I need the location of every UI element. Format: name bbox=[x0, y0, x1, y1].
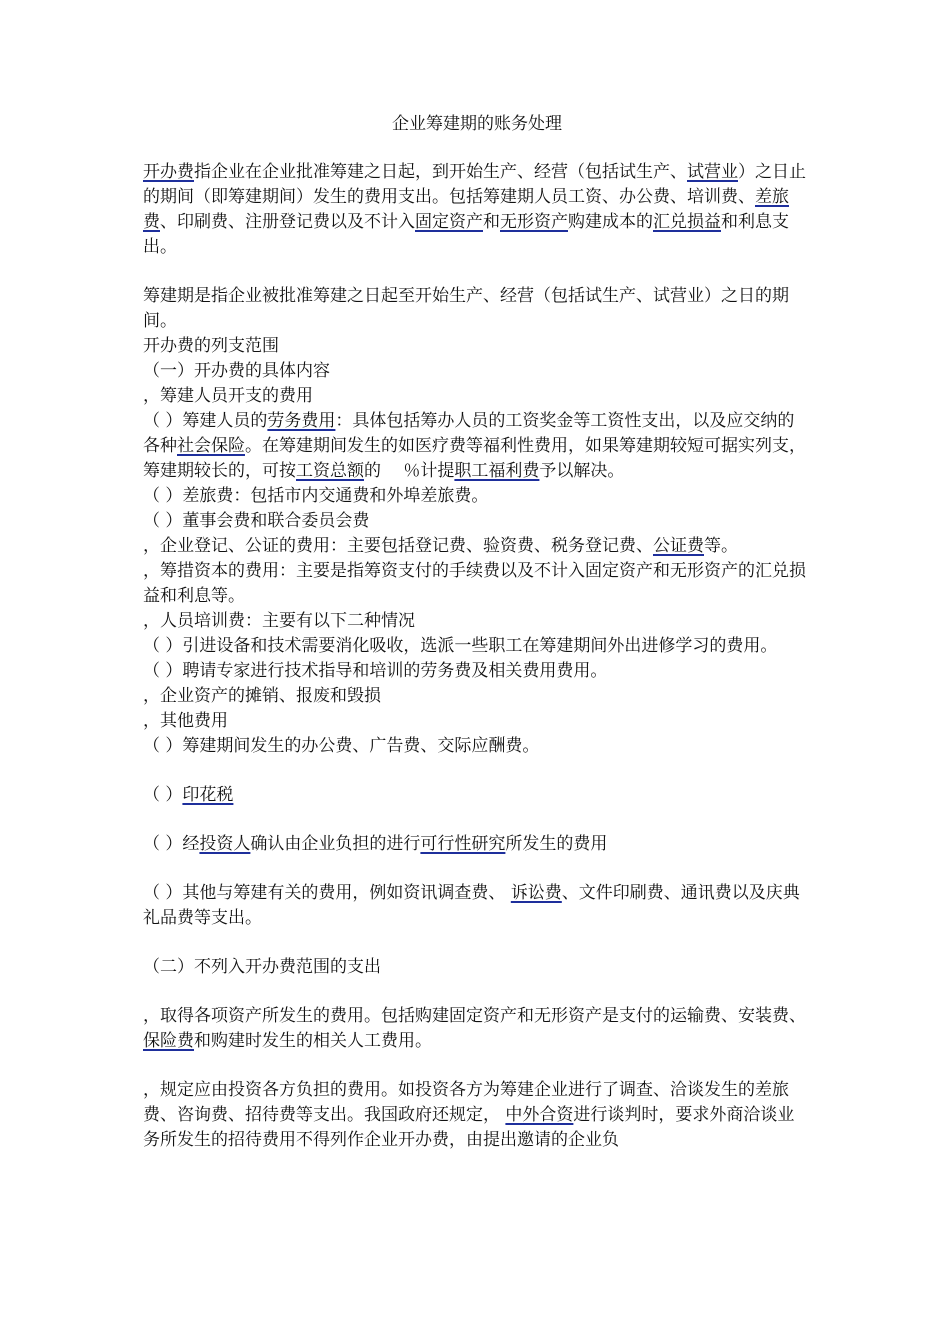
spacer bbox=[143, 931, 811, 955]
text-run: 。在筹建期间发生的如医疗费等福利性费用，如果筹建期较短可据实列支，筹建期较长的，可按 bbox=[143, 436, 806, 481]
link-zhongwaihezi[interactable]: 中外合资 bbox=[505, 1105, 574, 1125]
document-title: 企业筹建期的账务处理 bbox=[392, 114, 562, 134]
link-baoxianfei[interactable]: 保险费 bbox=[143, 1031, 194, 1051]
link-wuxingzichan[interactable]: 无形资产 bbox=[500, 212, 568, 232]
link-yinhuashui[interactable]: 印花税 bbox=[182, 785, 234, 805]
spacer bbox=[143, 1054, 811, 1078]
text-run: （ ）经 bbox=[143, 834, 200, 854]
text-run: 的 ％计提 bbox=[364, 461, 455, 481]
list-item: （ ）筹建期间发生的办公费、广告费、交际应酬费。 bbox=[143, 736, 540, 756]
link-shehuibaoxian[interactable]: 社会保险 bbox=[177, 436, 245, 456]
text-run: 和购建时发生的相关人工费用。 bbox=[194, 1031, 432, 1051]
list-item: （ ）引进设备和技术需要消化吸收，选派一些职工在筹建期间外出进修学习的费用。 bbox=[143, 636, 778, 656]
link-zhigongfulifei[interactable]: 职工福利费 bbox=[454, 461, 540, 481]
list-item-asset-costs bbox=[143, 1004, 811, 1054]
list-item-registration bbox=[143, 534, 811, 559]
subsection-heading-1: （一）开办费的具体内容 bbox=[143, 361, 330, 381]
text-run: （ ）筹建人员的 bbox=[143, 411, 268, 431]
text-run: 进行谈判时，要求外商洽谈业务所发生的招待费用不得列作企业开办费，由提出邀请的企业负 bbox=[143, 1105, 795, 1150]
text-run: （ ） bbox=[143, 785, 183, 805]
link-laowufeiyong[interactable]: 劳务费用 bbox=[267, 411, 336, 431]
list-item: ，筹建人员开支的费用 bbox=[143, 386, 313, 406]
spacer bbox=[143, 980, 811, 1004]
text-run: ，规定应由投资各方负担的费用。如投资各方为筹建企业进行了调查、洽谈发生的差旅费、咨询费、招待费等支出。我国政府还规定， bbox=[143, 1080, 789, 1125]
list-item: ，人员培训费：主要有以下二种情况 bbox=[143, 611, 415, 631]
paragraph-preparation-period: 筹建期是指企业被批准筹建之日起至开始生产、经营（包括试生产、试营业）之日的期间。 bbox=[143, 286, 789, 331]
list-item: ，筹措资本的费用：主要是指筹资支付的手续费以及不计入固定资产和无形资产的汇兑损益和利息等。 bbox=[143, 561, 806, 606]
text-run: 和利息支出。 bbox=[143, 212, 789, 257]
link-gongzhengfei[interactable]: 公证费 bbox=[653, 536, 704, 556]
text-run: ）之日止的期间（即筹建期间）发生的费用支出。包括筹建期人员工资、办公费、培训费、 bbox=[143, 162, 806, 207]
text-run: 、印刷费、注册登记费以及不计入 bbox=[160, 212, 415, 232]
text-run: ：具体包括筹办人员的工资奖金等工资性支出，以及应交纳的各种 bbox=[143, 411, 795, 456]
text-run: 确认由企业负担的进行 bbox=[250, 834, 421, 854]
link-shiyingye[interactable]: 试营业 bbox=[687, 162, 738, 182]
spacer bbox=[143, 260, 811, 284]
spacer bbox=[143, 759, 811, 783]
text-run: 予以解决。 bbox=[539, 461, 625, 481]
link-gudingzichan[interactable]: 固定资产 bbox=[415, 212, 483, 232]
section-heading-scope: 开办费的列支范围 bbox=[143, 336, 279, 356]
link-gongziozonge[interactable]: 工资总额 bbox=[296, 461, 364, 481]
link-kaibanfei[interactable]: 开办费 bbox=[143, 162, 194, 182]
text-run: 和 bbox=[483, 212, 500, 232]
list-item-other-costs bbox=[143, 881, 811, 931]
list-item: （ ）聘请专家进行技术指导和培训的劳务费及相关费用费用。 bbox=[143, 661, 608, 681]
text-run: ，企业登记、公证的费用：主要包括登记费、验资费、税务登记费、 bbox=[143, 536, 653, 556]
list-item-investor-costs bbox=[143, 1078, 811, 1153]
link-susongfei[interactable]: 诉讼费 bbox=[510, 883, 562, 903]
spacer bbox=[143, 808, 811, 832]
text-run: 购建成本的 bbox=[568, 212, 653, 232]
text-run: 、文件印刷费、通讯费以及庆典礼品费等支出。 bbox=[143, 883, 800, 928]
text-run: ，取得各项资产所发生的费用。包括购建固定资产和无形资产是支付的运输费、安装费、 bbox=[143, 1006, 806, 1026]
link-touziren[interactable]: 投资人 bbox=[199, 834, 251, 854]
paragraph-definition bbox=[143, 160, 811, 260]
text-run: 等。 bbox=[704, 536, 738, 556]
text-run: （ ）其他与筹建有关的费用，例如资讯调查费、 bbox=[143, 883, 511, 903]
list-item: （ ）差旅费：包括市内交通费和外埠差旅费。 bbox=[143, 486, 489, 506]
text-run: 指企业在企业批准筹建之日起，到开始生产、经营（包括试生产、 bbox=[194, 162, 687, 182]
document-page bbox=[143, 112, 811, 1153]
subsection-heading-2: （二）不列入开办费范围的支出 bbox=[143, 957, 381, 977]
list-item: （ ）董事会费和联合委员会费 bbox=[143, 511, 370, 531]
link-kexingxingyanjiu[interactable]: 可行性研究 bbox=[420, 834, 506, 854]
list-item-stamp-duty bbox=[143, 783, 811, 808]
list-item: ，其他费用 bbox=[143, 711, 228, 731]
link-chailufei[interactable]: 差旅费 bbox=[143, 187, 789, 232]
spacer bbox=[143, 857, 811, 881]
list-item-labor-cost bbox=[143, 409, 811, 484]
text-run: 所发生的费用 bbox=[505, 834, 608, 854]
link-huiduisunyi[interactable]: 汇兑损益 bbox=[653, 212, 721, 232]
list-item: ，企业资产的摊销、报废和毁损 bbox=[143, 686, 381, 706]
list-item-feasibility bbox=[143, 832, 811, 857]
